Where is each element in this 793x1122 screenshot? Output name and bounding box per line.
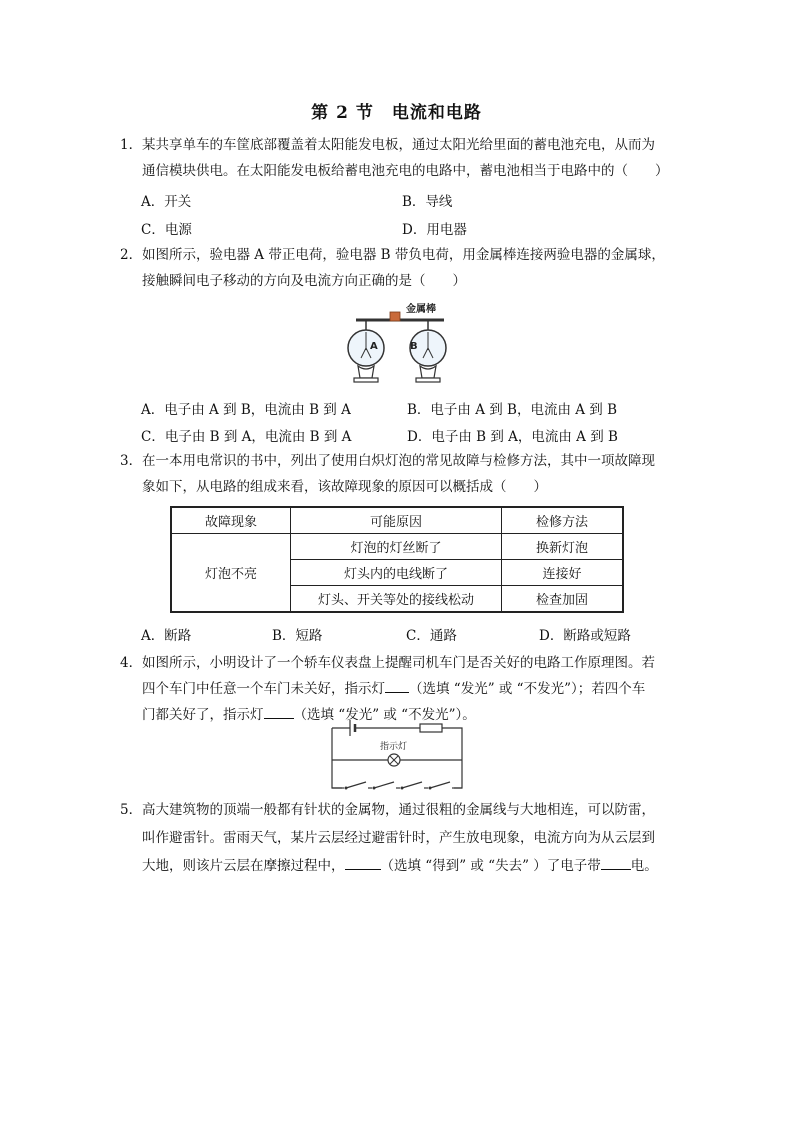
question-text xyxy=(142,448,680,500)
question-line: 高大建筑物的顶端一般都有针状的金属物，通过很粗的金属线与大地相连，可以防雷， xyxy=(142,802,655,818)
question-line: 在一本用电常识的书中，列出了使用白炽灯泡的常见故障与检修方法，其中一项故障现 xyxy=(142,453,655,469)
question-text xyxy=(142,132,680,184)
table-row xyxy=(171,534,623,560)
question-2 xyxy=(120,242,680,294)
option-a[interactable]: A．断路 xyxy=(141,628,192,644)
question-text xyxy=(142,242,680,294)
answer-blank[interactable] xyxy=(601,855,631,870)
page-title: 第 2 节 电流和电路 xyxy=(311,103,482,123)
question-line: 如图所示，验电器 A 带正电荷，验电器 B 带负电荷，用金属棒连接两验电器的金属球， xyxy=(142,247,665,263)
rod-label: 金属棒 xyxy=(406,304,436,315)
table-header-row xyxy=(171,507,623,534)
question-line: 如图所示，小明设计了一个轿车仪表盘上提醒司机车门是否关好的电路工作原理图。若 xyxy=(142,655,655,671)
answer-blank[interactable] xyxy=(385,678,409,693)
question-number: 5． xyxy=(120,802,143,818)
fault-table xyxy=(170,506,624,613)
question-number: 4． xyxy=(120,655,143,671)
option-d[interactable]: D．断路或短路 xyxy=(539,628,631,644)
electroscope-figure xyxy=(340,298,460,393)
rod-handle xyxy=(390,312,400,321)
question-number: 3． xyxy=(120,453,143,469)
electroscope-b-label: B xyxy=(410,341,418,352)
question-line: 接触瞬间电子移动的方向及电流方向正确的是（ ） xyxy=(142,273,466,289)
question-line: 象如下，从电路的组成来看，该故障现象的原因可以概括成（ ） xyxy=(142,479,547,495)
table-cell: 检查加固 xyxy=(502,586,624,613)
question-line: 四个车门中任意一个车门未关好，指示灯 （选填 “发光” 或 “不发光”）；若四个车 xyxy=(142,676,680,702)
question-line: 通信模块供电。在太阳能发电板给蓄电池充电的电路中，蓄电池相当于电路中的（ ） xyxy=(142,163,669,179)
table-cell: 换新灯泡 xyxy=(502,534,624,560)
option-b[interactable]: B．导线 xyxy=(402,194,453,210)
answer-blank[interactable] xyxy=(264,704,294,719)
table-cell: 连接好 xyxy=(502,560,624,586)
question-1 xyxy=(120,132,680,184)
question-3 xyxy=(120,448,680,500)
option-b[interactable]: B．短路 xyxy=(272,628,323,644)
resistor-icon xyxy=(420,724,442,732)
question-line: 某共享单车的车筐底部覆盖着太阳能发电板，通过太阳光给里面的蓄电池充电，从而为 xyxy=(142,137,655,153)
table-cell: 灯头内的电线断了 xyxy=(291,560,502,586)
table-cell: 灯泡的灯丝断了 xyxy=(291,534,502,560)
table-cell: 灯头、开关等处的接线松动 xyxy=(291,586,502,613)
table-header: 可能原因 xyxy=(291,507,502,534)
table-header: 故障现象 xyxy=(171,507,291,534)
question-text xyxy=(142,796,680,880)
table-cell-phenomenon: 灯泡不亮 xyxy=(171,534,291,613)
option-c[interactable]: C．电子由 B 到 A，电流由 B 到 A xyxy=(141,429,352,445)
question-line: 门都关好了，指示灯 （选填 “发光” 或 “不发光”）。 xyxy=(142,702,680,728)
question-line: 大地，则该片云层在摩擦过程中， （选填 “得到” 或 “失去” ）了电子带 电。 xyxy=(142,852,680,880)
question-line: 叫作避雷针。雷雨天气，某片云层经过避雷针时，产生放电现象，电流方向为从云层到 xyxy=(142,830,655,846)
answer-blank[interactable] xyxy=(345,855,381,870)
lamp-label: 指示灯 xyxy=(380,742,408,752)
option-d[interactable]: D．用电器 xyxy=(402,222,467,238)
option-c[interactable]: C．电源 xyxy=(141,222,192,238)
option-a[interactable]: A．开关 xyxy=(141,194,192,210)
door-circuit-figure xyxy=(328,716,468,792)
electroscope-a-label: A xyxy=(370,341,378,352)
option-c[interactable]: C．通路 xyxy=(406,628,457,644)
option-b[interactable]: B．电子由 A 到 B，电流由 A 到 B xyxy=(407,402,618,418)
table-header: 检修方法 xyxy=(502,507,624,534)
question-number: 1． xyxy=(120,137,143,153)
option-d[interactable]: D．电子由 B 到 A，电流由 A 到 B xyxy=(407,429,618,445)
question-5 xyxy=(120,796,680,880)
question-number: 2． xyxy=(120,247,143,263)
option-a[interactable]: A．电子由 A 到 B，电流由 B 到 A xyxy=(141,402,351,418)
